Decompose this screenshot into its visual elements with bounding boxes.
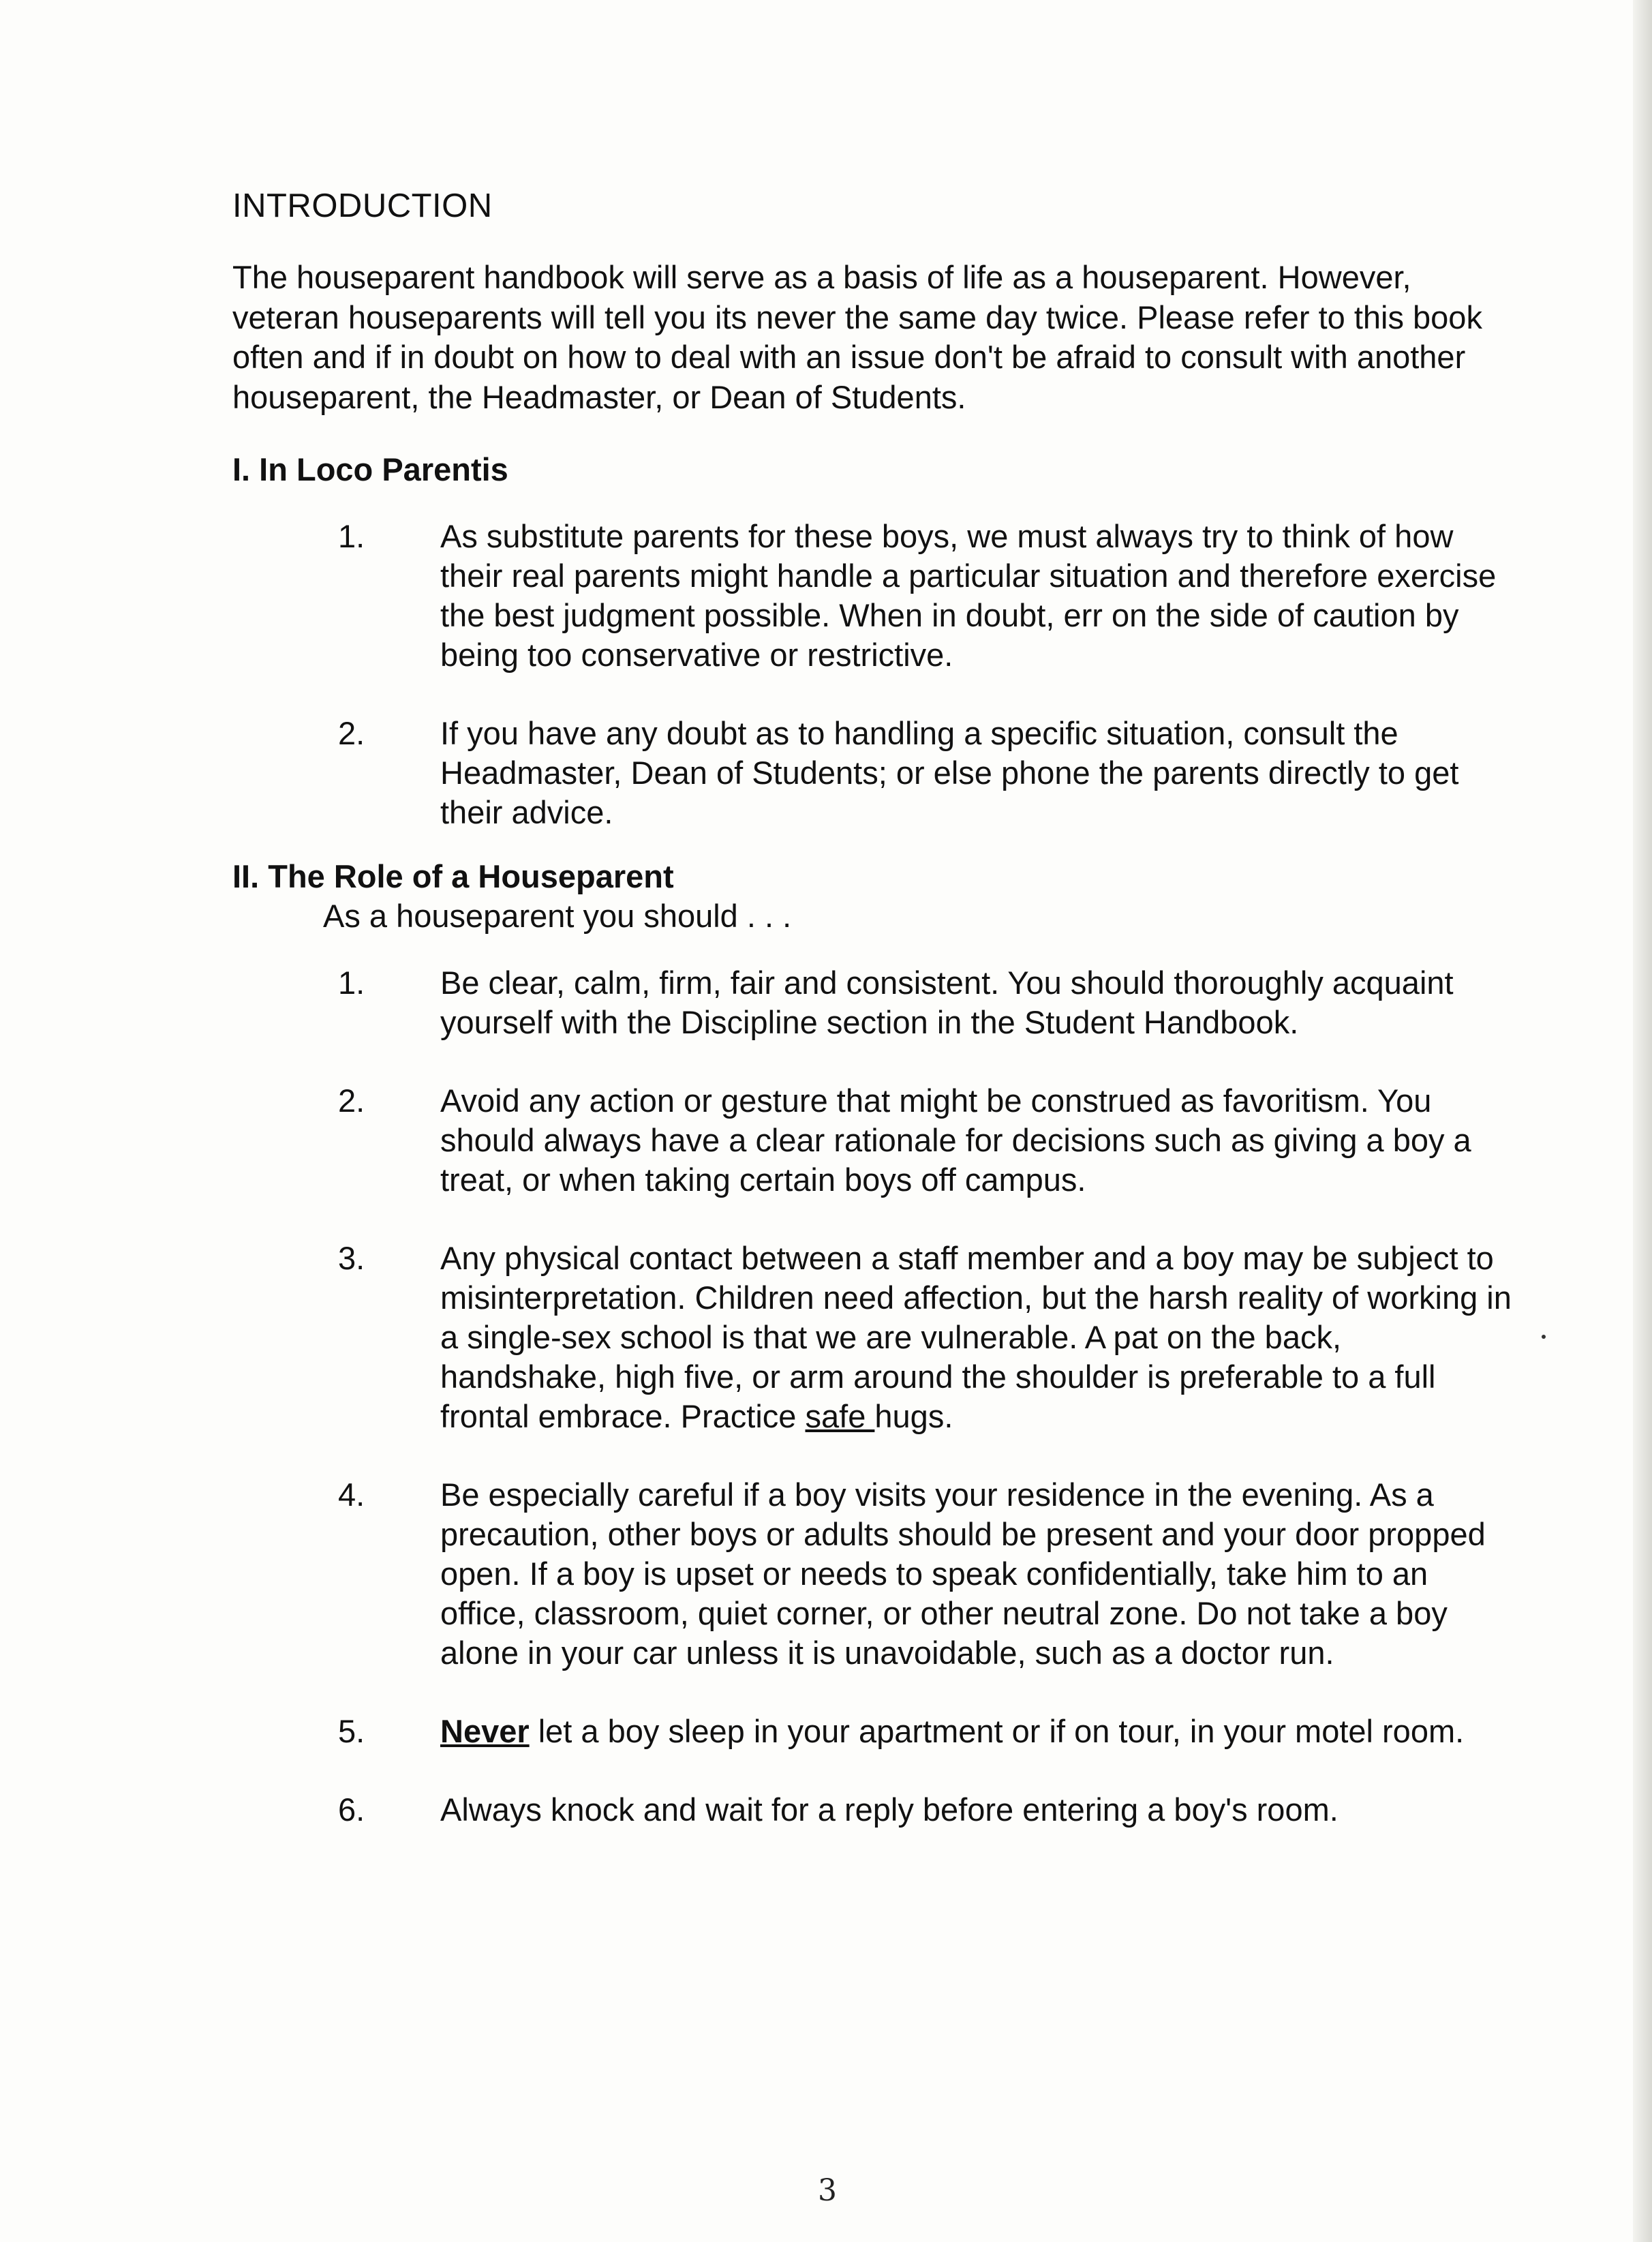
item-number: 1. [338,965,365,1001]
item-text: If you have any doubt as to handling a specific situation, consult the Headmaster, Dean of Students; or else phone the parents directly to get their advice. [440,715,1459,830]
item-text: Be clear, calm, firm, fair and consistent. You should thoroughly acquaint yourself with the Discipline section in the Student Handbook. [440,965,1454,1040]
item-text [440,1239,1514,1436]
item-text: Be especially careful if a boy visits your residence in the evening. As a precaution, other boys or adults should be present and your door propped open. If a boy is upset or needs to speak confidentially, take him to an office, classroom, quiet corner, or other neutral zone. Do not take a boy alone in your car unless it is unavoidable, such as a doctor run. [440,1476,1486,1671]
section-1-list [232,517,1514,832]
list-item [232,1239,1514,1436]
underlined-word: safe [805,1398,875,1434]
list-item [232,1475,1514,1673]
item-number: 2. [338,1082,365,1119]
item-number: 1. [338,518,365,554]
section-2-heading: II. The Role of a Houseparent [232,858,674,894]
item-text: As substitute parents for these boys, we must always try to think of how their real parents might handle a particular situation and therefore exercise the best judgment possible. When in doubt, err on the side of caution by being too conservative or restrictive. [440,518,1497,673]
item-number: 4. [338,1476,365,1513]
list-item [232,963,1514,1042]
item-text-part: Any physical contact between a staff member and a boy may be subject to misinterpretation. Children need affection, but the harsh reality of working in a single-sex school is that we are vulnerable. A pat on the back, handshake, high five, or arm around the shoulder is preferable to a full frontal embrace. Practice [440,1240,1512,1434]
item-text: Always knock and wait for a reply before entering a boy's room. [440,1791,1339,1828]
item-text-part: hugs. [874,1398,953,1434]
item-text-part: let a boy sleep in your apartment or if on tour, in your motel room. [529,1713,1465,1749]
page-number: 3 [818,2173,837,2208]
section-2-list [232,963,1514,1830]
item-text: Avoid any action or gesture that might be construed as favoritism. You should always have a clear rationale for decisions such as giving a boy a treat, or when taking certain boys off campus. [440,1082,1471,1198]
list-item [232,1712,1514,1751]
emphasis-word: Never [440,1713,530,1749]
intro-paragraph: The houseparent handbook will serve as a basis of life as a houseparent. However, veteran houseparents will tell you its never the same day twice. Please refer to this book often and if in doubt on how to deal with an issue don't be afraid to consult with another houseparent, the Headmaster, or Dean of Students. [232,259,1482,415]
section-1-heading: I. In Loco Parentis [232,451,508,487]
list-item [232,714,1514,832]
item-number: 6. [338,1791,365,1828]
item-number: 3. [338,1240,365,1276]
list-item [232,517,1514,675]
document-body [232,185,1514,1868]
section-2-subtext: As a houseparent you should . . . [323,898,792,934]
item-text [440,1712,1514,1751]
page-edge [1633,0,1652,2242]
list-item [232,1790,1514,1830]
list-item [232,1081,1514,1200]
intro-heading: INTRODUCTION [232,187,493,224]
item-number: 2. [338,715,365,751]
scan-speck [1542,1335,1546,1339]
item-number: 5. [338,1713,365,1749]
